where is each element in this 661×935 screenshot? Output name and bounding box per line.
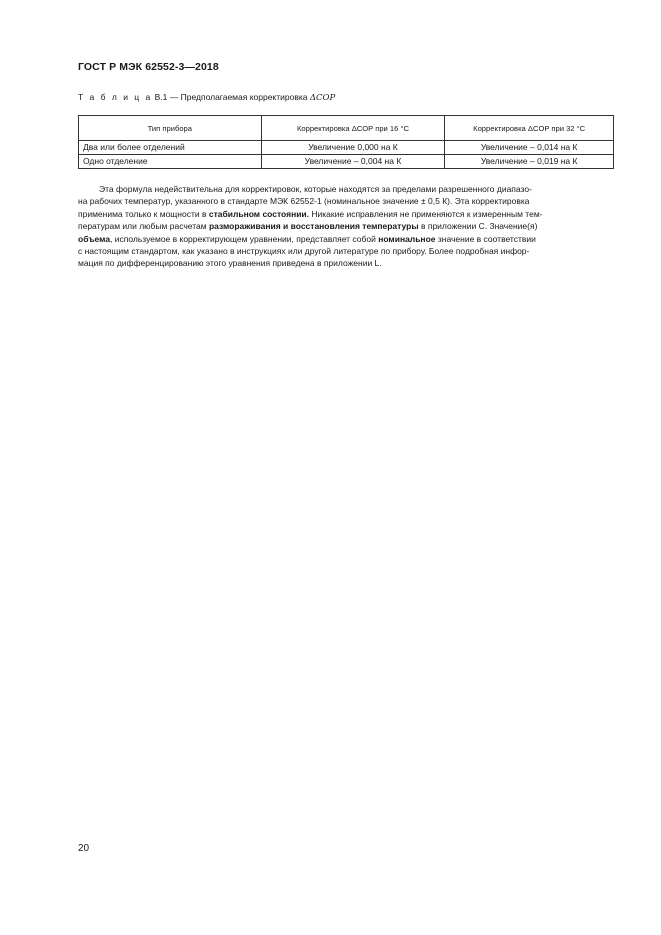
paragraph-line: с настоящим стандартом, как указано в инструкциях или другой литературе по прибору. Более подробная инфор- (78, 245, 530, 256)
table-caption-symbol: ΔCOP (309, 93, 336, 103)
text-run: значение в соответствии (435, 233, 536, 244)
document-header: ГОСТ Р МЭК 62552-3—2018 (78, 61, 219, 73)
text-run: , используемое в корректирующем уравнении, представляет собой (110, 233, 379, 244)
table-header-cell: Тип прибора (79, 116, 262, 141)
paragraph-line (78, 233, 614, 245)
table-cell: Увеличение – 0,019 на К (445, 155, 614, 169)
bold-term: объема (78, 233, 111, 244)
table-cell: Увеличение – 0,014 на К (445, 141, 614, 155)
text-run: пературам или любым расчетам (78, 221, 209, 232)
body-paragraph (78, 183, 614, 270)
table-caption-text: — Предполагаемая корректировка (169, 92, 308, 102)
table-row (79, 155, 614, 169)
table-cell: Два или более отделений (79, 141, 262, 155)
text-run: в приложении С. Значение(я) (418, 221, 538, 232)
table-caption-number: В.1 (154, 92, 168, 102)
table-header-cell: Корректировка ΔCOP при 16 °С (261, 116, 445, 141)
table-cell: Увеличение – 0,004 на К (261, 155, 445, 169)
correction-table (78, 115, 614, 169)
bold-term: номинальное (378, 233, 436, 244)
paragraph-line: мация по дифференцированию этого уравнения приведена в приложении L. (78, 258, 382, 269)
page-number: 20 (78, 843, 90, 854)
bold-term: стабильном состоянии. (208, 208, 310, 219)
table-caption (78, 92, 335, 103)
table-cell: Одно отделение (79, 155, 262, 169)
table-caption-prefix: Т а б л и ц а (78, 92, 153, 102)
table-row (79, 141, 614, 155)
paragraph-line: на рабочих температур, указанного в стандарте МЭК 62552-1 (номинальное значение ± 0,5 К). Эта корректировка (78, 196, 530, 207)
paragraph-line (78, 220, 614, 232)
table-cell: Увеличение 0,000 на К (261, 141, 445, 155)
table-header-cell: Корректировка ΔCOP при 32 °С (445, 116, 614, 141)
text-run: Никакие исправления не применяются к измеренным тем- (309, 208, 543, 219)
bold-term: размораживания и восстановления температуры (208, 221, 419, 232)
paragraph-line: Эта формула недействительна для корректировок, которые находятся за пределами разрешенного диапазо- (99, 184, 532, 194)
text-run: применима только к мощности в (78, 208, 209, 219)
table-header-row (79, 116, 614, 141)
paragraph-line (78, 208, 614, 220)
